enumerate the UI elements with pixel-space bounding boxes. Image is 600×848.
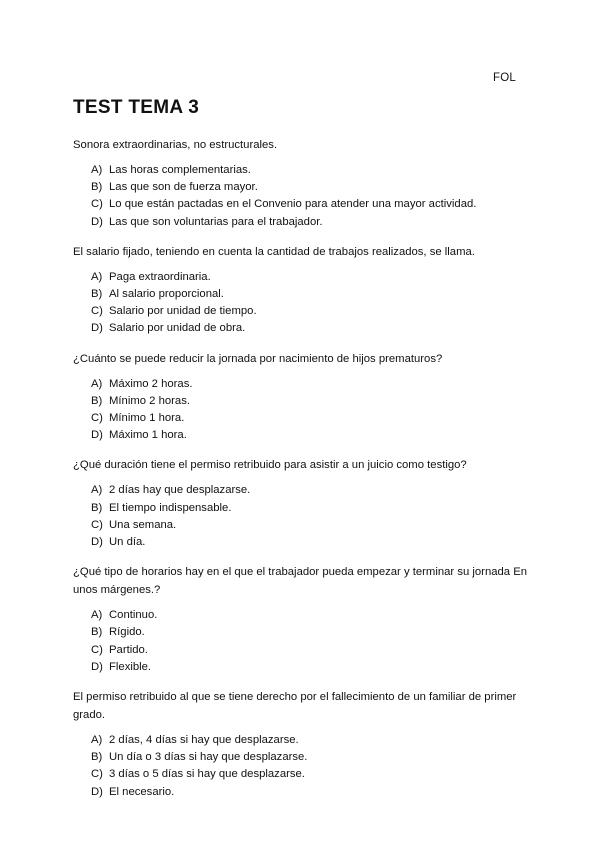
- page-title: TEST TEMA 3: [73, 97, 200, 118]
- option-text: Lo que están pactadas en el Convenio para atender una mayor actividad.: [109, 198, 477, 211]
- option-letter: D): [91, 429, 103, 442]
- option-letter: B): [91, 751, 103, 764]
- option-letter: D): [91, 660, 103, 673]
- option-c: [91, 766, 533, 783]
- option-text: Las que son de fuerza mayor.: [109, 181, 258, 194]
- option-text: Las horas complementarias.: [109, 164, 251, 176]
- option-c: [91, 196, 533, 213]
- option-text: Salario por unidad de tiempo.: [109, 305, 257, 318]
- option-text: 2 días, 4 días si hay que desplazarse.: [109, 734, 299, 747]
- option-a: [91, 162, 533, 179]
- option-text: Un día.: [109, 536, 146, 549]
- option-letter: C): [91, 518, 103, 531]
- option-text: Al salario proporcional.: [109, 288, 224, 301]
- option-letter: B): [91, 288, 103, 301]
- option-b: [91, 749, 533, 766]
- option-letter: B): [91, 181, 103, 194]
- question-text: ¿Qué tipo de horarios hay en el que el trabajador pueda empezar y terminar su jornada En unos márgenes.?: [73, 566, 528, 597]
- option-letter: C): [91, 412, 103, 425]
- option-b: [91, 393, 533, 410]
- option-c: [91, 642, 533, 659]
- option-d: [91, 534, 533, 551]
- option-letter: A): [91, 609, 103, 622]
- option-a: [91, 732, 533, 749]
- option-d: [91, 659, 533, 676]
- option-c: [91, 410, 533, 427]
- option-letter: A): [91, 484, 103, 497]
- option-d: [91, 427, 533, 444]
- question-list: [73, 136, 533, 813]
- question-text: Sonora extraordinarias, no estructurales.: [73, 139, 278, 151]
- option-a: [91, 269, 533, 286]
- option-list: [73, 269, 533, 338]
- option-text: Mínimo 1 hora.: [109, 412, 185, 425]
- option-letter: B): [91, 501, 103, 514]
- option-b: [91, 179, 533, 196]
- option-letter: D): [91, 215, 103, 228]
- option-d: [91, 214, 533, 231]
- option-text: El necesario.: [109, 785, 175, 798]
- question-text: El salario fijado, teniendo en cuenta la cantidad de trabajos realizados, se llama.: [73, 245, 475, 258]
- option-letter: D): [91, 785, 103, 798]
- option-a: [91, 607, 533, 624]
- option-b: [91, 500, 533, 517]
- option-list: [73, 376, 533, 445]
- option-letter: C): [91, 198, 103, 211]
- option-list: [73, 607, 533, 676]
- option-text: Partido.: [109, 643, 148, 656]
- option-a: [91, 376, 533, 393]
- question-text: ¿Cuánto se puede reducir la jornada por nacimiento de hijos prematuros?: [73, 352, 443, 365]
- option-text: Un día o 3 días si hay que desplazarse.: [109, 751, 308, 764]
- option-d: [91, 784, 533, 801]
- question: [73, 563, 533, 676]
- option-letter: D): [91, 322, 103, 335]
- option-text: 2 días hay que desplazarse.: [109, 484, 251, 497]
- question: [73, 243, 533, 338]
- option-letter: A): [91, 377, 103, 390]
- question: [73, 456, 533, 551]
- question: [73, 688, 533, 801]
- option-text: 3 días o 5 días si hay que desplazarse.: [109, 768, 305, 781]
- option-text: Rígido.: [109, 626, 145, 639]
- option-a: [91, 482, 533, 499]
- question: [73, 136, 533, 231]
- option-text: El tiempo indispensable.: [109, 501, 232, 514]
- option-text: Mínimo 2 horas.: [109, 394, 190, 407]
- option-text: Salario por unidad de obra.: [109, 322, 246, 335]
- option-c: [91, 517, 533, 534]
- option-text: Máximo 1 hora.: [109, 429, 187, 442]
- option-text: Flexible.: [109, 660, 152, 673]
- question-text: El permiso retribuido al que se tiene derecho por el fallecimiento de un familiar de primer grado.: [73, 691, 517, 722]
- option-text: Máximo 2 horas.: [109, 377, 193, 390]
- option-letter: B): [91, 626, 103, 639]
- option-b: [91, 286, 533, 303]
- option-letter: C): [91, 768, 103, 781]
- option-text: Paga extraordinaria.: [109, 270, 211, 283]
- option-letter: A): [91, 164, 103, 176]
- option-text: Una semana.: [109, 518, 177, 531]
- option-c: [91, 303, 533, 320]
- option-letter: A): [91, 734, 103, 747]
- option-text: Las que son voluntarias para el trabajador.: [109, 215, 323, 228]
- option-text: Continuo.: [109, 609, 158, 622]
- course-header: FOL: [493, 72, 516, 84]
- question: [73, 350, 533, 445]
- option-letter: D): [91, 536, 103, 549]
- option-letter: B): [91, 394, 103, 407]
- option-d: [91, 320, 533, 337]
- option-letter: C): [91, 305, 103, 318]
- option-letter: C): [91, 643, 103, 656]
- option-list: [73, 732, 533, 801]
- option-list: [73, 482, 533, 551]
- question-text: ¿Qué duración tiene el permiso retribuido para asistir a un juicio como testigo?: [73, 459, 467, 472]
- option-letter: A): [91, 270, 103, 283]
- option-list: [73, 162, 533, 231]
- option-b: [91, 624, 533, 641]
